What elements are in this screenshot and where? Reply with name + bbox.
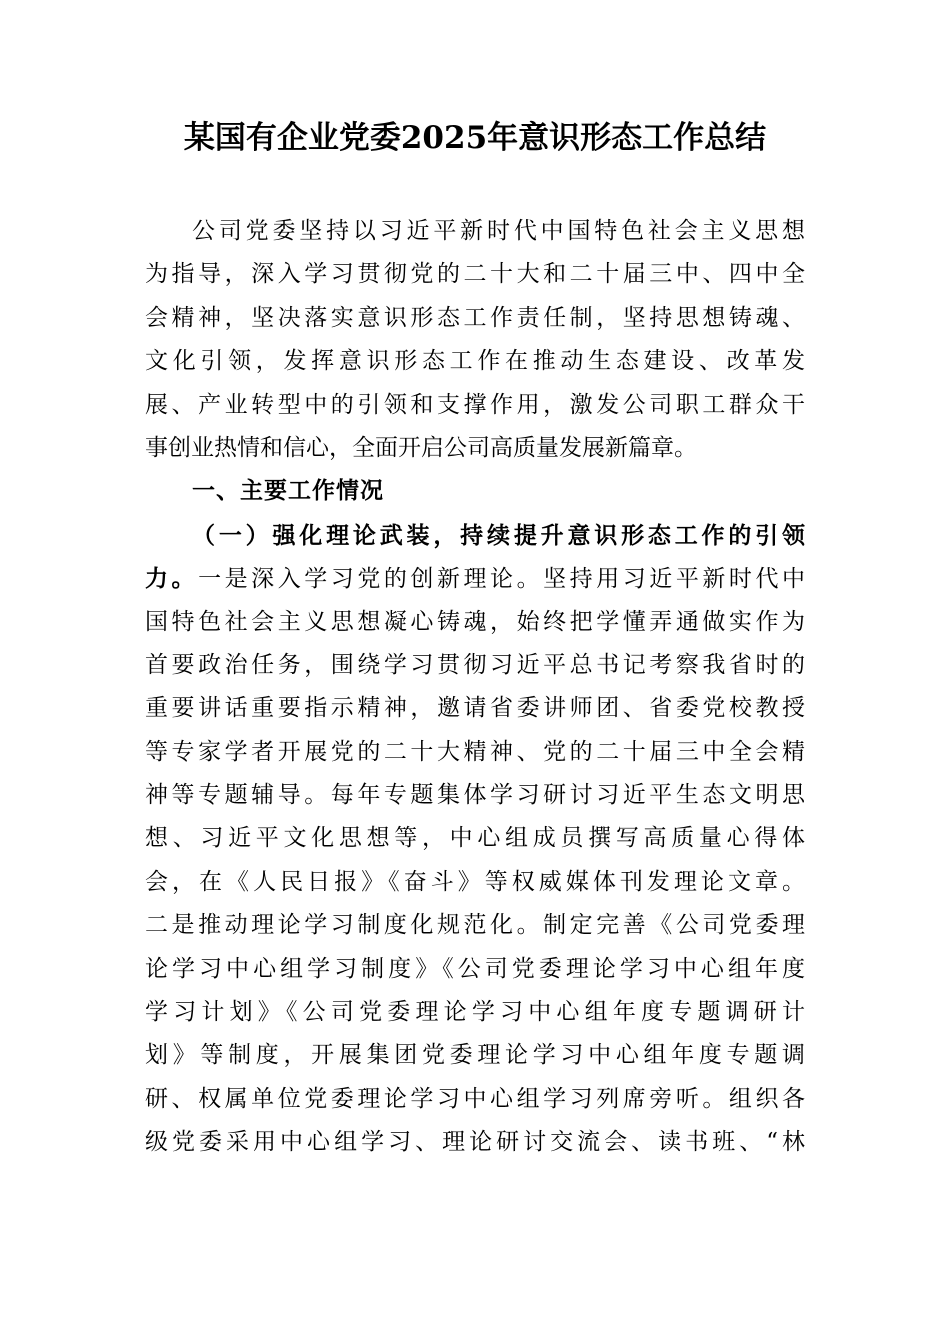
body-text-run: 一是深入学习党的创新理论。坚持用习近平新时代中 <box>198 566 805 593</box>
body-line: 首要政治任务，围绕学习贯彻习近平总书记考察我省时的 <box>145 651 805 678</box>
body-line: 级党委采用中心组学习、理论研讨交流会、读书班、“林 <box>145 1129 805 1156</box>
intro-line: 会精神，坚决落实意识形态工作责任制，坚持思想铸魂、 <box>145 304 805 331</box>
subsection-heading: （一）强化理论武装，持续提升意识形态工作的引领 <box>192 521 805 549</box>
document-title: 某国有企业党委2025年意识形态工作总结 <box>183 120 767 156</box>
body-line: 等专家学者开展党的二十大精神、党的二十届三中全会精 <box>145 738 805 765</box>
body-line: 重要讲话重要指示精神，邀请省委讲师团、省委党校教授 <box>145 695 805 722</box>
body-line: 研、权属单位党委理论学习中心组学习列席旁听。组织各 <box>145 1085 805 1112</box>
document-body <box>145 210 805 1165</box>
body-line <box>145 557 805 600</box>
section-heading: 一、主要工作情况 <box>192 478 384 505</box>
body-line: 神等专题辅导。每年专题集体学习研讨习近平生态文明思 <box>145 782 805 809</box>
intro-line: 事创业热情和信心，全面开启公司高质量发展新篇章。 <box>145 434 697 461</box>
body-line: 划》等制度，开展集团党委理论学习中心组年度专题调 <box>145 1042 805 1069</box>
body-line: 二是推动理论学习制度化规范化。制定完善《公司党委理 <box>145 912 805 939</box>
intro-line: 展、产业转型中的引领和支撑作用，激发公司职工群众干 <box>145 391 805 418</box>
subsection-heading-line <box>145 514 805 557</box>
body-line: 想、习近平文化思想等，中心组成员撰写高质量心得体 <box>145 825 805 852</box>
intro-line: 公司党委坚持以习近平新时代中国特色社会主义思想 <box>192 218 805 244</box>
body-line: 论学习中心组学习制度》《公司党委理论学习中心组年度 <box>145 955 805 982</box>
body-line: 会，在《人民日报》《奋斗》等权威媒体刊发理论文章。 <box>145 868 805 895</box>
intro-line: 文化引领，发挥意识形态工作在推动生态建设、改革发 <box>145 348 805 375</box>
intro-line: 为指导，深入学习贯彻党的二十大和二十届三中、四中全 <box>145 261 805 288</box>
subsection-heading-end: 力。 <box>145 565 199 593</box>
body-line: 国特色社会主义思想凝心铸魂，始终把学懂弄通做实作为 <box>145 608 805 635</box>
body-line: 学习计划》《公司党委理论学习中心组年度专题调研计 <box>145 999 805 1026</box>
